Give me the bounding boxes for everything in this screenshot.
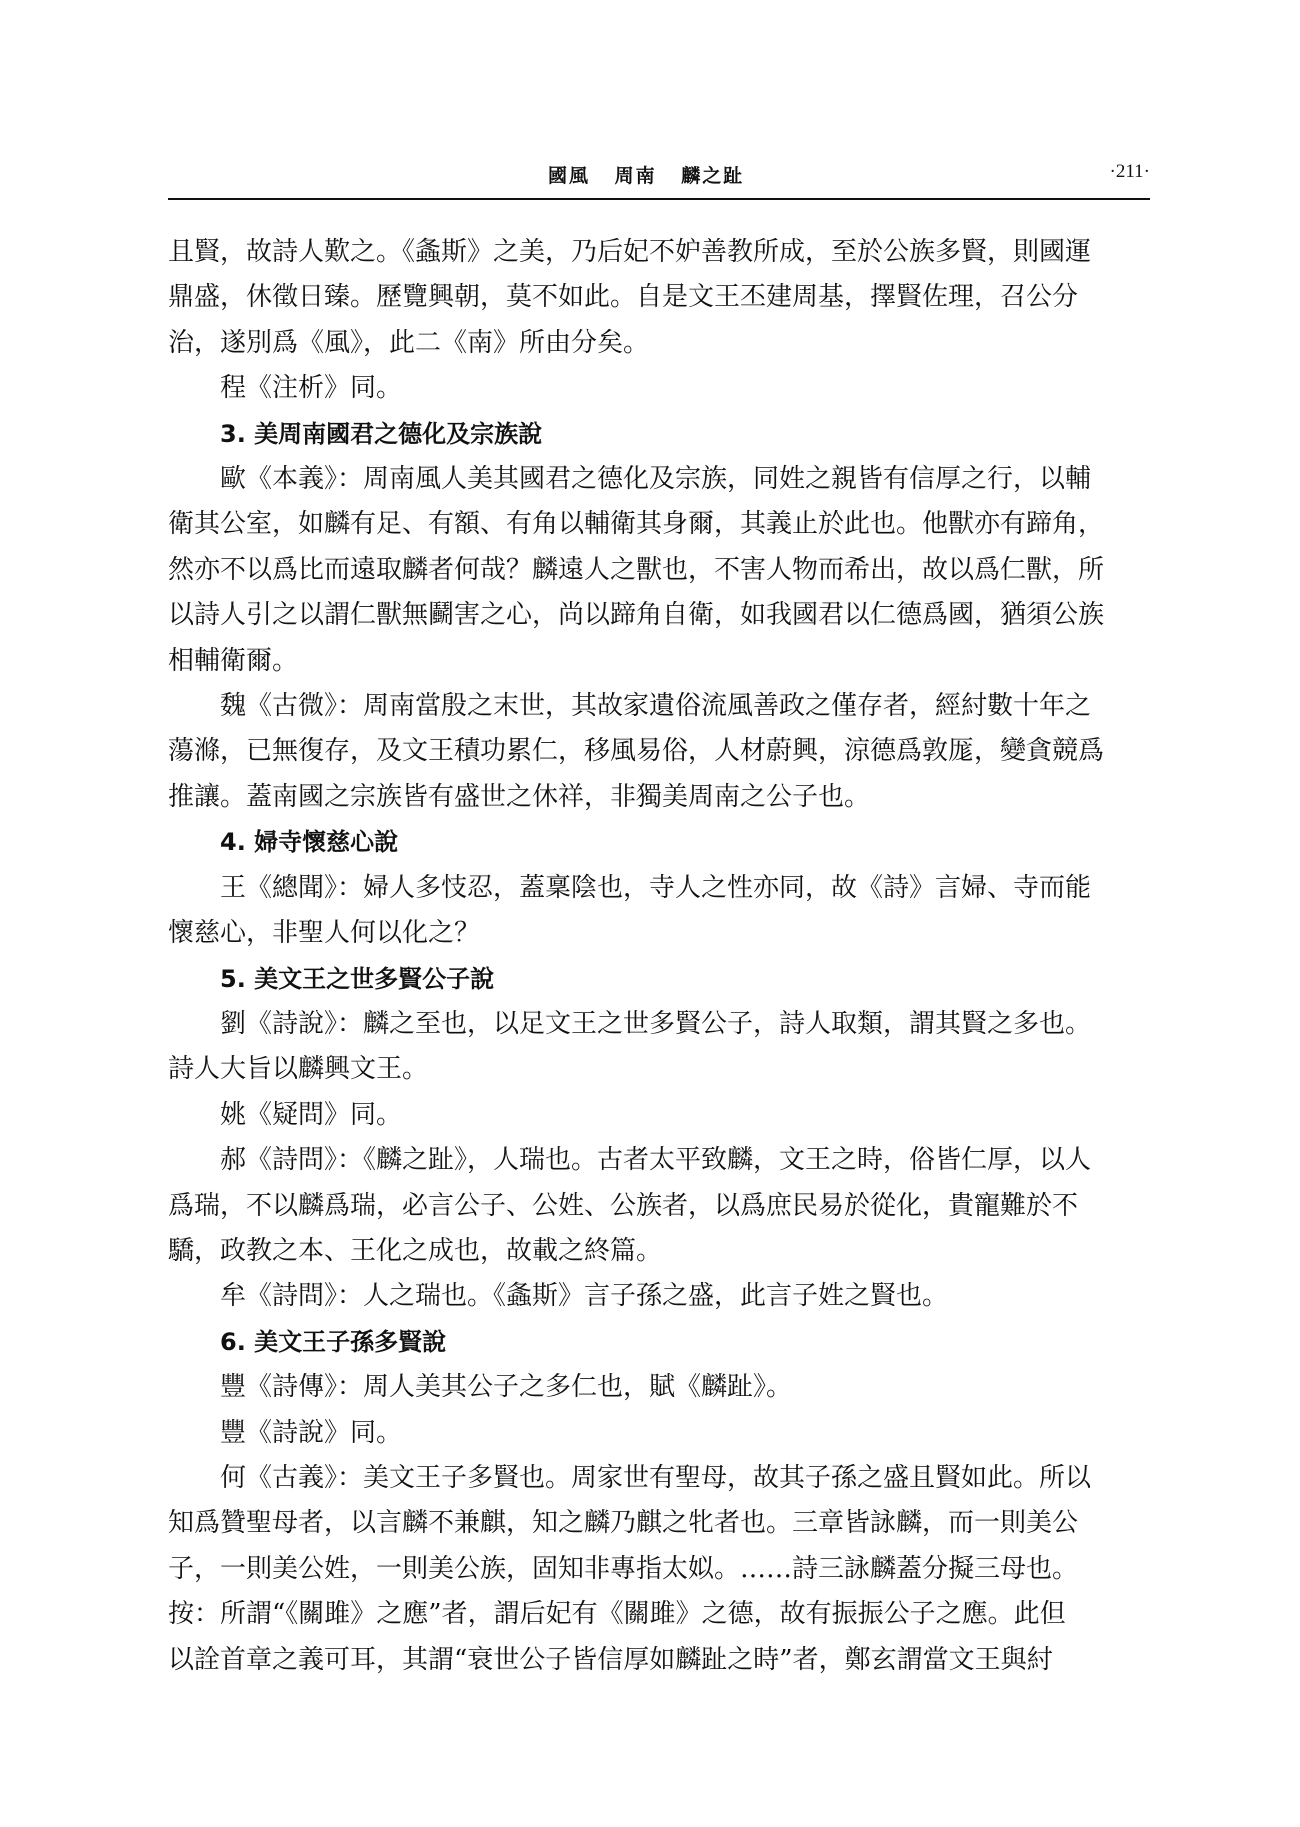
text-line: 驕，政教之本、王化之成也，故載之終篇。 <box>168 1235 663 1266</box>
paragraph <box>168 1093 1153 1138</box>
paragraph <box>168 684 1153 820</box>
text-line: 豐《詩說》同。 <box>220 1417 403 1448</box>
section-heading <box>168 1320 1153 1365</box>
text-line: 3. 美周南國君之德化及宗族說 <box>220 419 543 448</box>
text-line: 歐《本義》：周南風人美其國君之德化及宗族，同姓之親皆有信厚之行，以輔 <box>220 464 1092 495</box>
section-heading <box>168 820 1153 865</box>
running-title-part: 國風 <box>548 165 591 187</box>
section-heading <box>168 957 1153 1002</box>
paragraph <box>168 1138 1153 1274</box>
text-line: 治，遂別爲《風》，此二《南》所由分矣。 <box>168 327 650 358</box>
text-line: 詩人大旨以麟興文王。 <box>168 1054 429 1085</box>
text-line: 按：所謂“《關雎》之應”者，謂后妃有《關雎》之德，故有振振公子之應。此但 <box>168 1599 1066 1630</box>
section-heading <box>168 412 1153 457</box>
text-line: 姚《疑問》同。 <box>220 1099 403 1130</box>
text-line: 劉《詩說》：麟之至也，以足文王之世多賢公子，詩人取類，謂其賢之多也。 <box>220 1008 1092 1039</box>
running-title <box>548 161 760 188</box>
paragraph <box>168 457 1153 684</box>
paragraph <box>168 1411 1153 1456</box>
header-rule <box>168 198 1150 200</box>
paragraph <box>168 1002 1153 1093</box>
text-line: 魏《古微》：周南當殷之末世，其故家遺俗流風善政之僅存者，經紂數十年之 <box>220 691 1092 722</box>
body-text <box>168 230 1153 1683</box>
text-line: 牟《詩問》：人之瑞也。《螽斯》言子孫之盛，此言子姓之賢也。 <box>220 1281 949 1312</box>
running-title-part: 周南 <box>614 165 657 187</box>
text-line: 衛其公室，如麟有足、有額、有角以輔衛其身爾，其義止於此也。他獸亦有蹄角， <box>168 509 1105 540</box>
text-line: 6. 美文王子孫多賢說 <box>220 1327 447 1356</box>
text-line: 郝《詩問》：《麟之趾》，人瑞也。古者太平致麟，文王之時，俗皆仁厚，以人 <box>220 1145 1092 1176</box>
text-line: 5. 美文王之世多賢公子說 <box>220 964 495 993</box>
text-line: 爲瑞，不以麟爲瑞，必言公子、公姓、公族者，以爲庶民易於從化，貴寵難於不 <box>168 1190 1079 1221</box>
text-line: 推讓。蓋南國之宗族皆有盛世之休祥，非獨美周南之公子也。 <box>168 781 871 812</box>
paragraph <box>168 230 1153 366</box>
running-header <box>168 157 1150 197</box>
text-line: 然亦不以爲比而遠取麟者何哉？麟遠人之獸也，不害人物而希出，故以爲仁獸，所 <box>168 554 1105 585</box>
text-line: 且賢，故詩人歎之。《螽斯》之美，乃后妃不妒善教所成，至於公族多賢，則國運 <box>168 237 1092 267</box>
paragraph <box>168 1365 1153 1410</box>
text-line: 懷慈心，非聖人何以化之？ <box>168 918 481 949</box>
paragraph <box>168 866 1153 957</box>
text-line: 以詮首章之義可耳，其謂“衰世公子皆信厚如麟趾之時”者，鄭玄謂當文王與紂 <box>168 1644 1053 1675</box>
text-line: 子，一則美公姓，一則美公族，固知非專指太姒。……詩三詠麟蓋分擬三母也。 <box>168 1553 1079 1584</box>
paragraph <box>168 366 1153 411</box>
running-title-part: 麟之趾 <box>681 165 745 187</box>
page-number: ·211· <box>1109 161 1150 182</box>
paragraph <box>168 1274 1153 1319</box>
text-line: 知爲贊聖母者，以言麟不兼麒，知之麟乃麒之牝者也。三章皆詠麟，而一則美公 <box>168 1508 1079 1539</box>
text-line: 何《古義》：美文王子多賢也。周家世有聖母，故其子孫之盛且賢如此。所以 <box>220 1462 1092 1493</box>
paragraph <box>168 1456 1153 1683</box>
text-line: 蕩滌，已無復存，及文王積功累仁，移風易俗，人材蔚興，涼德爲敦厖，變貪競爲 <box>168 736 1105 767</box>
text-line: 相輔衛爾。 <box>168 645 299 676</box>
text-line: 程《注析》同。 <box>220 373 403 404</box>
text-line: 鼎盛，休徵日臻。歷覽興朝，莫不如此。自是文王丕建周基，擇賢佐理，召公分 <box>168 282 1079 313</box>
text-line: 豐《詩傳》：周人美其公子之多仁也，賦《麟趾》。 <box>220 1372 793 1403</box>
text-line: 王《總聞》：婦人多忮忍，蓋稟陰也，寺人之性亦同，故《詩》言婦、寺而能 <box>220 872 1092 903</box>
text-line: 4. 婦寺懷慈心說 <box>220 828 399 857</box>
text-line: 以詩人引之以謂仁獸無鬬害之心，尚以蹄角自衛，如我國君以仁德爲國，猶須公族 <box>168 600 1105 631</box>
